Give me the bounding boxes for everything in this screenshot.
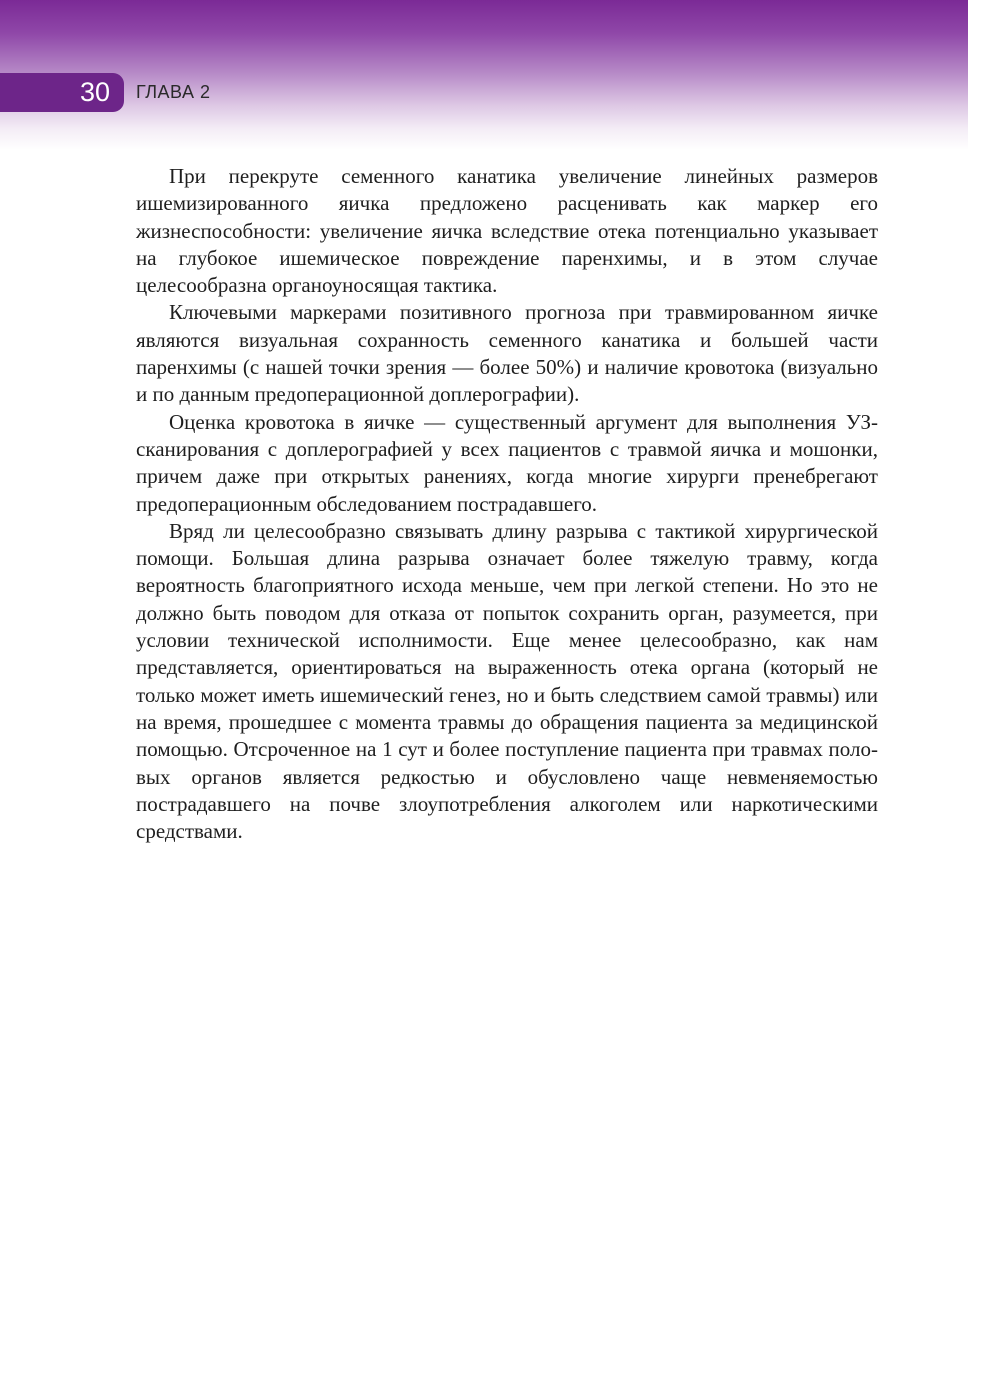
paragraph: Ключевыми маркерами позитивного прогноза при травмированном яичке являются визуальная сохранность семенного канатика и большей части паренхимы (с нашей точки зрения — более 50%) и наличие кровотока (визуально и по данным предоперационной доплерографии). — [136, 300, 878, 407]
paragraph: Вряд ли целесообразно связывать длину разрыва с тактикой хирургической помощи. Большая длина разрыва означает более тяжелую травму, когда вероятность благоприятного исхода меньше, чем при легкой степени. Но это не должно быть поводом для отказа от попыток сохранить орган, разумеется, при условии технической исполнимости. Еще менее целесообразно, как нам представляется, ориентироваться на выраженность отека органа (который не только может иметь ишемический генез, но и быть следствием самой травмы) или на время, прошедшее с момента травмы до обращения пациента за медицинской помощью. Отсроченное на 1 сут и более поступление пациента при травмах половых органов является редкостью и обусловлено чаще невменяемостью пострадавшего на почве злоупотребления алкоголем или наркотическими средствами. — [136, 518, 878, 844]
page-number: 30 — [79, 77, 110, 107]
paragraph: Оценка кровотока в яичке — существенный аргумент для выполнения УЗ-сканирования с доплерографией у всех пациентов с травмой яичка и мошонки, причем даже при открытых ранениях, когда многие хирурги пренебрегают предоперационным обследованием пострадавшего. — [136, 409, 878, 516]
body-text — [136, 163, 878, 845]
paragraph: При перекруте семенного канатика увеличение линейных размеров ишемизированного яичка предложено расценивать как маркер его жизнеспособности: увеличение яичка вследствие отека потенциально указывает на глубокое ишемическое повреждение паренхимы, и в этом случае целесообразна органоуносящая тактика. — [136, 164, 878, 298]
header-band — [0, 0, 968, 150]
page-number-tab — [0, 73, 124, 112]
chapter-title: ГЛАВА 2 — [136, 82, 211, 102]
